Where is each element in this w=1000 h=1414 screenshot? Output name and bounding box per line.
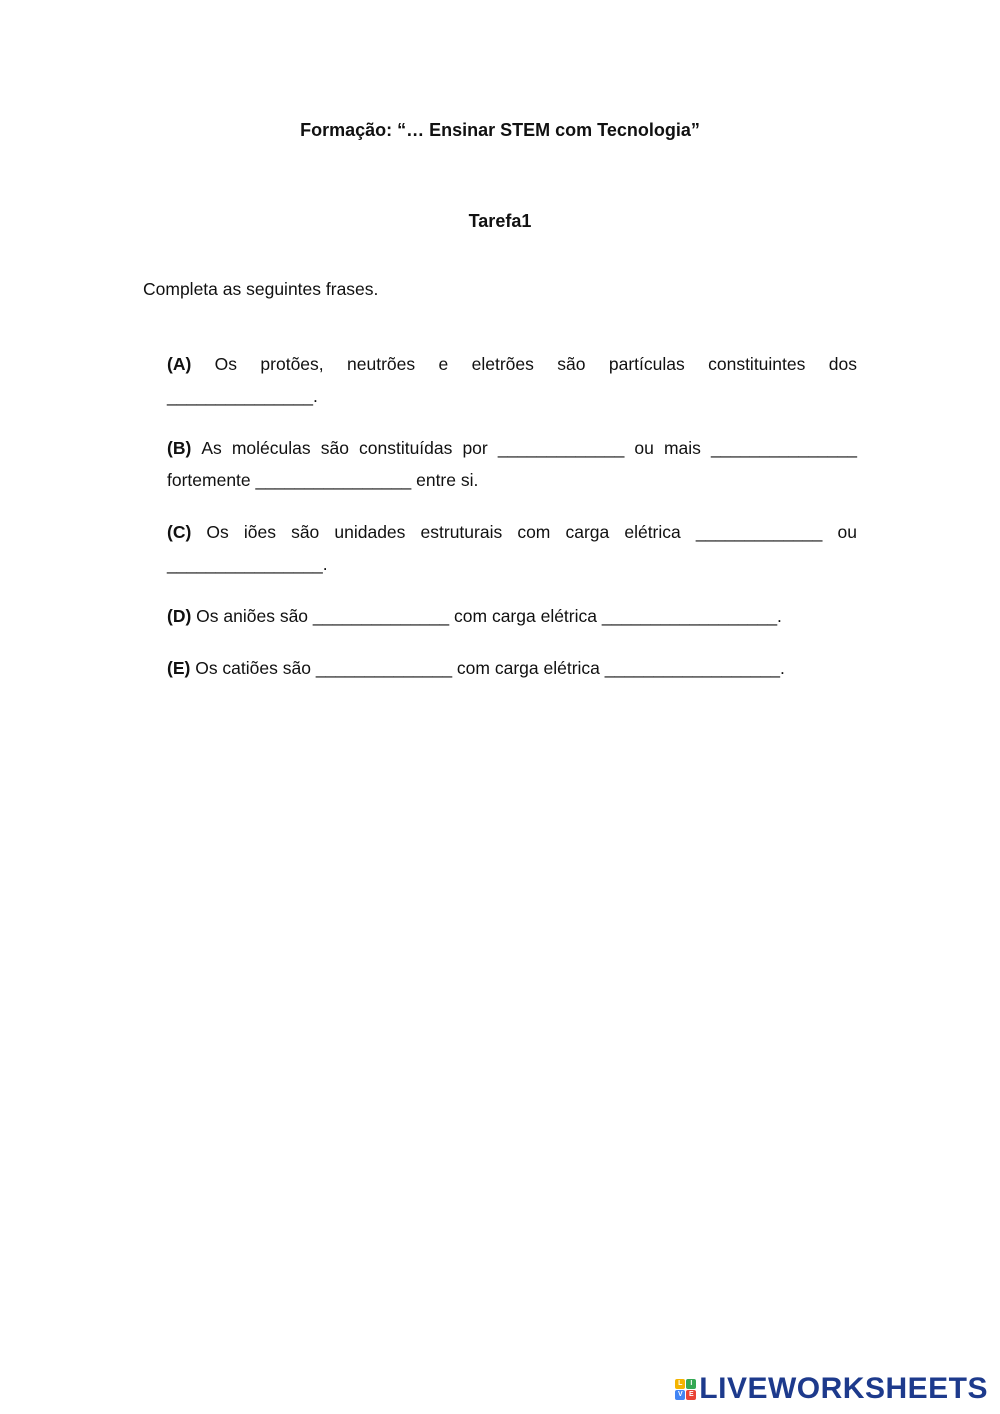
word: constituídas — [359, 438, 453, 458]
question-d-text[interactable]: Os aniões são ______________ com carga elétrica __________________. — [196, 606, 782, 626]
word: As — [201, 438, 222, 458]
word: Os — [214, 354, 238, 374]
question-e-text[interactable]: Os catiões são ______________ com carga elétrica __________________. — [195, 658, 785, 678]
brand-name: LIVEWORKSHEETS — [699, 1372, 988, 1405]
word: constituintes — [708, 354, 806, 374]
word: protões, — [260, 354, 324, 374]
question-d-line1 — [167, 600, 857, 632]
word: com — [517, 522, 551, 542]
word: são — [320, 438, 349, 458]
word: dos — [828, 354, 857, 374]
word: são — [557, 354, 586, 374]
word: mais — [663, 438, 701, 458]
word: são — [291, 522, 320, 542]
task-title: Tarefa1 — [468, 211, 532, 231]
word: partículas — [608, 354, 685, 374]
word: Os — [206, 522, 229, 542]
logo-cell: V — [675, 1390, 685, 1400]
question-a-label: (A) — [167, 354, 192, 374]
word: por — [462, 438, 488, 458]
question-d-label: (D) — [167, 606, 192, 626]
liveworksheets-logo-icon — [675, 1379, 696, 1400]
word: iões — [243, 522, 276, 542]
page-title: Formação: “… Ensinar STEM com Tecnologia” — [300, 120, 700, 140]
word: ou — [837, 522, 857, 542]
logo-cell: I — [686, 1379, 696, 1389]
word: unidades — [334, 522, 406, 542]
answer-blank[interactable]: _____________ — [497, 438, 625, 458]
question-b — [167, 432, 857, 496]
question-a-line2[interactable]: _______________. — [167, 386, 318, 406]
liveworksheets-brand — [675, 1372, 988, 1406]
instruction-text: Completa as seguintes frases. — [143, 279, 379, 299]
word: eletrões — [471, 354, 534, 374]
question-c-label: (C) — [167, 522, 192, 542]
word: ou — [634, 438, 654, 458]
question-e-line1 — [167, 652, 857, 684]
question-e — [167, 652, 857, 684]
question-c-line2[interactable]: ________________. — [167, 554, 328, 574]
question-c — [167, 516, 857, 580]
word: estruturais — [420, 522, 503, 542]
logo-cell: E — [686, 1390, 696, 1400]
logo-cell: L — [675, 1379, 685, 1389]
question-d — [167, 600, 857, 632]
question-a — [167, 348, 857, 412]
word: e — [438, 354, 449, 374]
question-b-line2[interactable]: fortemente ________________ entre si. — [167, 470, 479, 490]
question-a-line1 — [167, 348, 857, 380]
answer-blank[interactable]: _____________ — [695, 522, 823, 542]
word: elétrica — [624, 522, 681, 542]
answer-blank[interactable]: _______________ — [710, 438, 857, 458]
word: moléculas — [231, 438, 311, 458]
question-b-line1 — [167, 432, 857, 464]
question-b-label: (B) — [167, 438, 192, 458]
question-c-line1 — [167, 516, 857, 548]
word: neutrões — [347, 354, 416, 374]
question-e-label: (E) — [167, 658, 191, 678]
word: carga — [565, 522, 610, 542]
